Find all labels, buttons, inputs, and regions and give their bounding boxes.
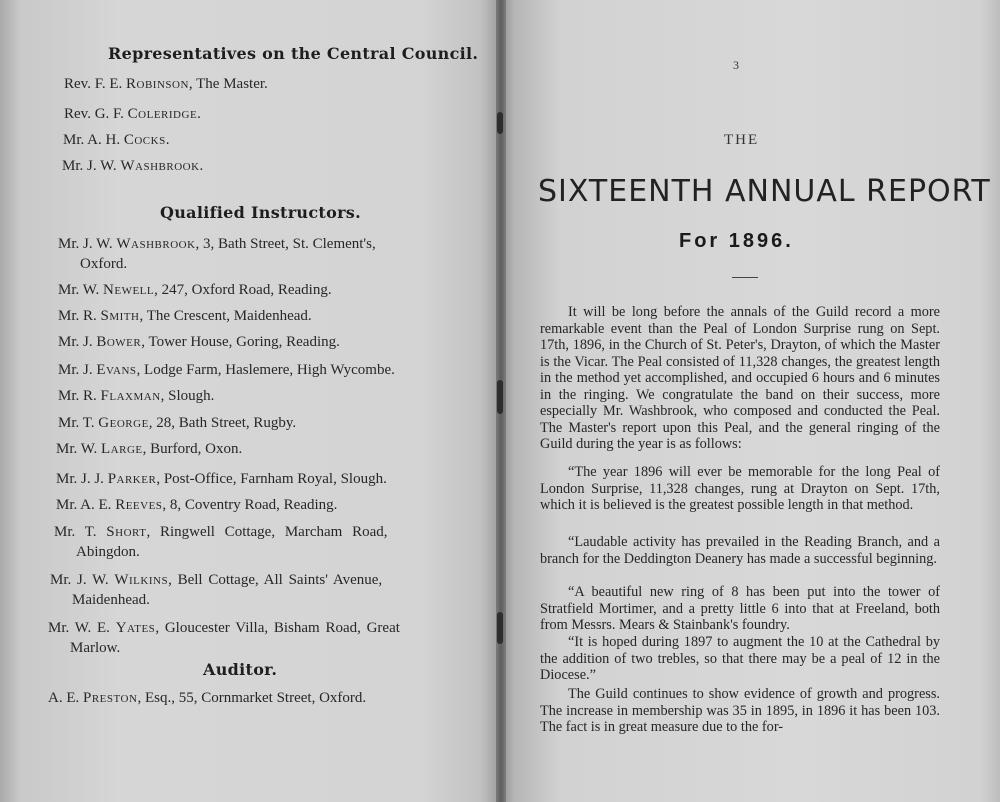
instructors-entry [48, 618, 400, 658]
entry-title: Rev. F. E. [64, 76, 126, 92]
entry-title: Mr. W. E. [48, 620, 116, 636]
council-entry [64, 104, 201, 124]
entry-title: A. E. [48, 690, 83, 706]
council-heading: Representatives on the Central Council. [108, 44, 479, 63]
entry-title: Mr. J. [58, 334, 97, 350]
entry-name: Wilkins [114, 572, 169, 588]
report-paragraph: “Laudable activity has prevailed in the Reading Branch, and a branch for the Deddington Deanery has made a successful beginning. [540, 534, 940, 567]
entry-title: Mr. T. [58, 415, 99, 431]
entry-name: Evans [96, 362, 137, 378]
entry-detail: , The Master. [188, 76, 268, 92]
instructors-entry [56, 469, 387, 489]
instructors-entry [50, 570, 382, 610]
right-page [500, 0, 1000, 802]
entry-detail: , Tower House, Goring, Reading. [141, 334, 340, 350]
entry-title: Mr. T. [54, 524, 107, 540]
entry-detail: , Post-Office, Farnham Royal, Slough. [156, 471, 387, 487]
entry-title: Mr. W. [56, 441, 102, 457]
entry-name: Yates [115, 620, 156, 636]
entry-title: Mr. W. [58, 282, 104, 298]
entry-title: Mr. R. [58, 388, 101, 404]
entry-title: Mr. R. [58, 308, 101, 324]
report-paragraph: “A beautiful new ring of 8 has been put into the tower of Stratfield Mortimer, and a pretty little 6 into that at Freeland, both from Messrs. Mears & Stainbank's foundry. [540, 584, 940, 633]
entry-title: Mr. A. H. [63, 132, 124, 148]
instructors-entry [58, 413, 296, 433]
entry-name: Robinson [126, 76, 189, 92]
binding-stitch [497, 112, 503, 134]
entry-title: Mr. J. W. [50, 572, 115, 588]
instructors-entry [54, 522, 387, 562]
instructors-entry [56, 439, 242, 459]
entry-name: Flaxman [100, 388, 161, 404]
auditor-entry [48, 688, 366, 708]
report-paragraph: The Guild continues to show evidence of growth and progress. The increase in membership was 35 in 1895, in 1896 it has been 103. The fact is in great measure due to the for- [540, 686, 940, 735]
entry-continuation: Abingdon. [76, 544, 140, 560]
instructors-entry [58, 386, 214, 406]
report-title: SIXTEENTH ANNUAL REPORT [538, 174, 991, 209]
report-year: For 1896. [679, 230, 794, 252]
entry-continuation: Maidenhead. [72, 592, 150, 608]
binding-stitch [497, 612, 503, 644]
entry-detail: , Ringwell Cottage, Marcham Road, [146, 524, 388, 540]
entry-detail: , 28, Bath Street, Rugby. [148, 415, 297, 431]
entry-name: Preston [83, 690, 138, 706]
title-rule [732, 277, 758, 278]
report-the: THE [724, 132, 760, 148]
council-entry [62, 156, 204, 176]
entry-detail: , Lodge Farm, Haslemere, High Wycombe. [136, 362, 395, 378]
entry-detail: , The Crescent, Maidenhead. [139, 308, 312, 324]
entry-detail: , Gloucester Villa, Bisham Road, Great [155, 620, 400, 636]
entry-continuation: Marlow. [70, 640, 121, 656]
binding-stitch [497, 380, 503, 414]
entry-name: Smith [100, 308, 140, 324]
entry-detail: , Bell Cottage, All Saints' Avenue, [168, 572, 383, 588]
council-entry [64, 74, 268, 94]
entry-detail: , 8, Coventry Road, Reading. [162, 497, 338, 513]
entry-detail: , Burford, Oxon. [142, 441, 243, 457]
auditor-heading: Auditor. [203, 660, 278, 679]
page-number: 3 [733, 58, 739, 72]
entry-name: Large [101, 441, 143, 457]
entry-title: Mr. J. W. [58, 236, 117, 252]
entry-detail: , Esq., 55, Cornmarket Street, Oxford. [137, 690, 367, 706]
instructors-entry [58, 332, 340, 352]
entry-title: Mr. J. [58, 362, 97, 378]
entry-name: George [98, 415, 149, 431]
entry-name: Parker [107, 471, 157, 487]
entry-name: Washbrook. [120, 158, 204, 174]
instructors-entry [56, 495, 337, 515]
report-paragraph: “It is hoped during 1897 to augment the 10 at the Cathedral by the addition of two trebles, so that there may be a peal of 12 in the Diocese.” [540, 634, 940, 683]
entry-title: Mr. J. W. [62, 158, 121, 174]
entry-name: Washbrook [116, 236, 196, 252]
report-paragraph: It will be long before the annals of the Guild record a more remarkable event than the Peal of London Surprise rung on Sept. 17th, 1896, in the Church of St. Peter's, Drayton, of which the Master is the Vicar. The Peal consisted of 11,328 changes, the greatest length in the method yet accomplished, and occupied 6 hours and 6 minutes in the ringing. We congratulate the band on their success, more especially Mr. Washbrook, who composed and conducted the Peal. The Master's report upon this Peal, and the general ringing of the Guild during the year is as follows: [540, 304, 940, 452]
entry-detail: , 247, Oxford Road, Reading. [154, 282, 332, 298]
instructors-heading: Qualified Instructors. [160, 203, 361, 222]
entry-name: Bower [96, 334, 142, 350]
entry-name: Coleridge. [127, 106, 202, 122]
instructors-entry [58, 280, 332, 300]
entry-detail: , Slough. [160, 388, 215, 404]
instructors-entry [58, 234, 376, 274]
entry-detail: , 3, Bath Street, St. Clement's, [195, 236, 376, 252]
entry-title: Rev. G. F. [64, 106, 128, 122]
council-entry [63, 130, 170, 150]
entry-title: Mr. A. E. [56, 497, 116, 513]
entry-name: Reeves [115, 497, 163, 513]
entry-title: Mr. J. J. [56, 471, 108, 487]
entry-name: Cocks. [123, 132, 170, 148]
entry-name: Newell [103, 282, 155, 298]
entry-name: Short [106, 524, 147, 540]
instructors-entry [58, 360, 395, 380]
instructors-entry [58, 306, 312, 326]
report-paragraph: “The year 1896 will ever be memorable for the long Peal of London Surprise, 11,328 changes, rung at Drayton on Sept. 17th, which it is believed is the greatest possible length in that method. [540, 464, 940, 513]
entry-continuation: Oxford. [80, 256, 128, 272]
